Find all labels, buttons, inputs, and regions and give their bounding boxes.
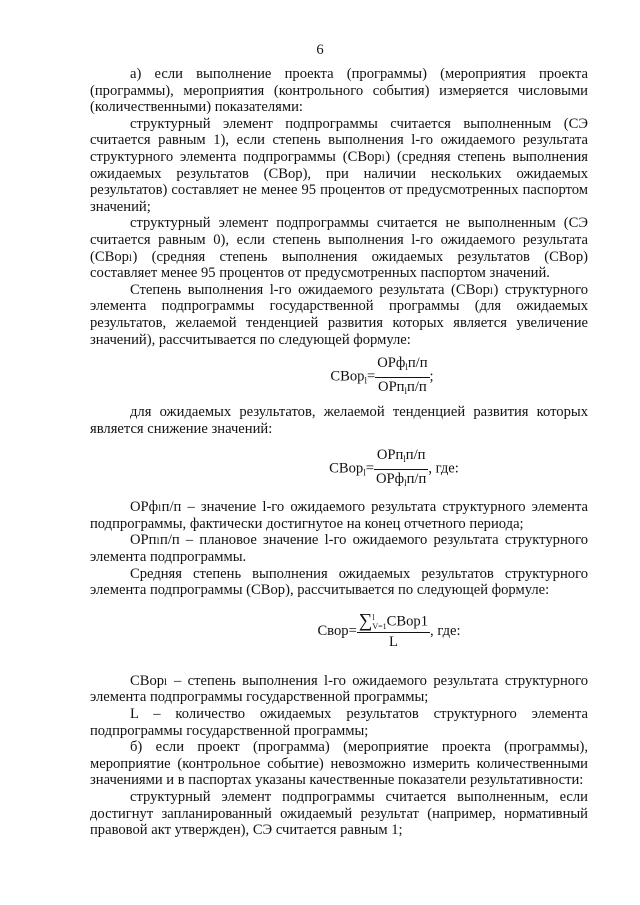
- formula3-sigma-limits: [372, 613, 386, 631]
- formula2-fraction: [374, 447, 428, 491]
- paragraph-def-svor: СВорₗ – степень выполнения l-го ожидаемого результата структурного элемента подпрограммы государственной программы;: [90, 672, 588, 706]
- formula2-tail: , где:: [428, 460, 459, 477]
- page-number: 6: [316, 42, 324, 58]
- formula-average: [90, 599, 588, 671]
- formula3-lhs: Свор: [317, 622, 349, 639]
- paragraph-actual-value: ОРфₗп/п – значение l-го ожидаемого результата структурного элемента подпрограммы, фактически достигнутое на конец отчетного периода;: [90, 499, 588, 532]
- formula3-eq: =: [348, 622, 357, 639]
- formula1-lhs-sub: l: [364, 375, 367, 386]
- formula-decrease: [90, 437, 588, 495]
- formula3-numerator: [357, 610, 430, 633]
- formula2-lhs-sub: l: [363, 467, 366, 478]
- paragraph-qualitative-executed: структурный элемент подпрограммы считается выполненным, если достигнут запланированный ожидаемый результат (например, нормативный правовой акт утвержден), СЭ считается равным 1;: [90, 789, 588, 839]
- formula1-tail: ;: [429, 368, 434, 385]
- formula2-num-sub: l: [403, 454, 406, 465]
- paragraph-executed: структурный элемент подпрограммы считается выполненным (СЭ считается равным 1), если степень выполнения l-го ожидаемого результата структурного элемента подпрограммы (СВорₗ) (средняя степень выполнения ожидаемых результатов (СВор), при наличии нескольких ожидаемых результатов) составляет не менее 95 процентов от предусмотренных паспортом значений;: [90, 115, 588, 215]
- formula1-den-tail: п/п: [407, 378, 427, 395]
- formula1-lhs: СВор: [330, 368, 365, 385]
- formula1-num-tail: п/п: [407, 355, 428, 372]
- formula3-fraction: [357, 610, 430, 651]
- formula2-num-text: ОРп: [376, 447, 404, 464]
- formula1-eq: =: [366, 368, 376, 385]
- paragraph-not-executed: структурный элемент подпрограммы считается не выполненным (СЭ считается равным 0), если степень выполнения l-го ожидаемого результата (СВорₗ) (средняя степень выполнения ожидаемых результатов (СВор) составляет менее 95 процентов от предусмотренных паспортом значений.: [90, 215, 588, 282]
- formula1-num-sub: l: [405, 362, 408, 373]
- paragraph-average-degree: Средняя степень выполнения ожидаемых результатов структурного элемента подпрограммы (СВор), рассчитывается по следующей формуле:: [90, 565, 588, 599]
- formula1-fraction: [375, 355, 429, 399]
- formula2-numerator: [374, 447, 428, 470]
- paragraph-condition-b: б) если проект (программа) (мероприятие проекта (программы), мероприятие (контрольное событие) невозможно измерить количественными значениями и в паспортах указаны качественные показатели результативности:: [90, 739, 588, 789]
- formula1-den-text: ОРп: [378, 378, 405, 395]
- paragraph-decrease: для ожидаемых результатов, желаемой тенденцией развития которых является снижение значений:: [90, 404, 588, 437]
- formula2-den-tail: п/п: [406, 470, 427, 487]
- sigma-symbol: ∑: [358, 610, 373, 632]
- formula3-num-tail: СВор1: [386, 613, 429, 630]
- paragraph-condition-a: а) если выполнение проекта (программы) (мероприятия проекта (программы), мероприятия (контрольного события) измеряется числовыми (количественными) показателями:: [90, 66, 588, 116]
- formula1-num-text: ОРф: [377, 355, 406, 372]
- formula2-den-sub: l: [404, 477, 407, 488]
- formula-increase: [90, 348, 588, 400]
- formula3-tail: , где:: [430, 622, 461, 639]
- paragraph-def-l: L – количество ожидаемых результатов структурного элемента подпрограммы государственной программы;: [90, 706, 588, 739]
- formula1-den-sub: l: [404, 385, 408, 396]
- paragraph-degree-increase: Степень выполнения l-го ожидаемого результата (СВорₗ) структурного элемента подпрограммы государственной программы (для ожидаемых результатов, желаемой тенденцией развития которых является увеличение значений), рассчитывается по следующей формуле:: [90, 281, 588, 348]
- formula3-denominator: L: [388, 633, 398, 650]
- document-body: [90, 66, 588, 839]
- formula2-denominator: [374, 470, 428, 492]
- paragraph-planned-value: ОРпₗп/п – плановое значение l-го ожидаемого результата структурного элемента подпрограммы.: [90, 532, 588, 566]
- formula3-sigma-sup: l: [372, 612, 375, 622]
- formula2-num-tail: п/п: [405, 447, 426, 464]
- formula2-den-text: ОРф: [375, 470, 405, 487]
- formula3-sigma-sub: V=1: [372, 621, 387, 631]
- formula1-denominator: [375, 378, 429, 400]
- formula2-lhs: СВор: [329, 460, 364, 477]
- formula1-numerator: [375, 355, 429, 378]
- formula2-eq: =: [365, 460, 374, 477]
